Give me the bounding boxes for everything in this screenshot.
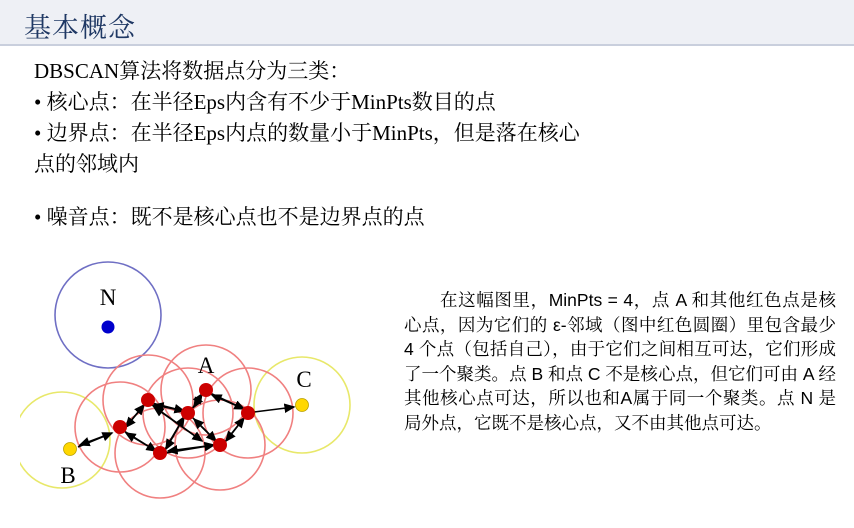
dbscan-figure: [20, 255, 400, 520]
body-line-3: • 边界点：在半径Eps内点的数量小于MinPts，但是落在核心: [34, 121, 580, 145]
border-point-c: [296, 399, 309, 412]
noise-point-n: [102, 321, 115, 334]
core-point: [153, 446, 167, 460]
core-point: [213, 438, 227, 452]
figure-explanation: 在这幅图里，MinPts = 4，点 A 和其他红色点是核心点，因为它们的 ε-邻域（图中红色圆圈）里包含最少 4 个点（包括自己），由于它们之间相互可达，它们形成了一个聚类。点 B 和点 C 不是核心点，但它们可由 A 经其他核心点可达，所以也和A属于同一个聚类。点 N 是局外点，它既不是核心点，又不由其他点可达。: [404, 290, 836, 433]
core-point: [141, 393, 155, 407]
label-n: N: [99, 285, 117, 310]
core-point-a: [199, 383, 213, 397]
label-b: B: [60, 463, 76, 488]
body-line-5: • 噪音点：既不是核心点也不是边界点的点: [34, 205, 425, 229]
label-a: A: [197, 353, 215, 378]
core-point: [241, 406, 255, 420]
border-point-b: [64, 443, 77, 456]
body-text: [34, 56, 824, 233]
body-line-2: • 核心点：在半径Eps内含有不少于MinPts数目的点: [34, 90, 496, 114]
label-c: C: [296, 367, 312, 392]
core-point: [181, 406, 195, 420]
body-line-4: 点的邻域内: [34, 152, 139, 176]
core-point: [113, 420, 127, 434]
page-title: 基本概念: [24, 13, 136, 43]
noise-neighborhood-circle: [55, 262, 161, 368]
body-line-1: DBSCAN算法将数据点分为三类：: [34, 59, 351, 83]
